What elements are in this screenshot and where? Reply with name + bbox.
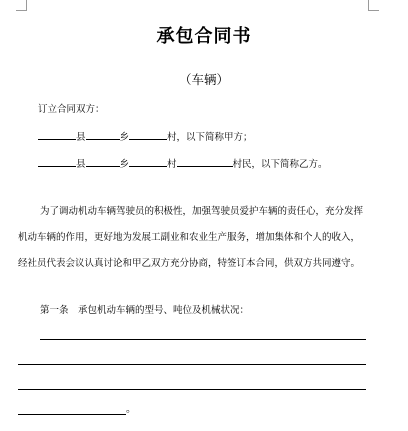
- fill-line-3: [18, 389, 366, 390]
- document-title: 承包合同书: [156, 26, 252, 47]
- party-b-county-blank: [38, 156, 76, 167]
- party-a-village-blank: [129, 129, 167, 140]
- document-subtitle: （车辆）: [178, 72, 229, 87]
- crop-mark-top-right: [368, 0, 379, 11]
- party-a-village-label: 村，以下简称甲方；: [167, 132, 253, 143]
- paragraph-line-2: 机动车辆的作用，更好地为发展工副业和农业生产服务，增加集体和个人的收入，: [18, 232, 361, 243]
- party-b-villager-blank: [177, 156, 233, 167]
- end-period: 。: [126, 404, 136, 415]
- fill-line-1: [40, 339, 366, 340]
- party-b-line: [38, 156, 328, 171]
- party-b-township-blank: [86, 156, 120, 167]
- paragraph-line-3: 经社员代表会议认真讨论和甲乙双方充分协商，特签订本合同，供双方共同遵守。: [18, 258, 361, 269]
- party-a-county-label: 县: [76, 132, 86, 143]
- party-b-township-label: 乡: [119, 159, 130, 170]
- crop-mark-top-left: [16, 0, 27, 11]
- parties-intro: 订立合同双方：: [38, 104, 105, 115]
- paragraph-line-1: 为了调动机动车辆驾驶员的积极性，加强驾驶员爱护车辆的责任心，充分发挥: [40, 206, 364, 217]
- party-a-township-label: 乡: [119, 132, 130, 143]
- party-b-county-label: 县: [76, 159, 86, 170]
- fill-line-4: [18, 414, 126, 415]
- article-one-heading: 第一条 承包机动车辆的型号、吨位及机械状况：: [40, 305, 250, 316]
- party-b-villager-label: 村民，以下简称乙方。: [232, 159, 328, 170]
- fill-line-2: [18, 364, 366, 365]
- party-a-line: [38, 129, 253, 144]
- party-b-village-label: 村: [167, 159, 177, 170]
- party-a-township-blank: [86, 129, 120, 140]
- party-a-county-blank: [38, 129, 76, 140]
- party-b-village-blank: [129, 156, 167, 167]
